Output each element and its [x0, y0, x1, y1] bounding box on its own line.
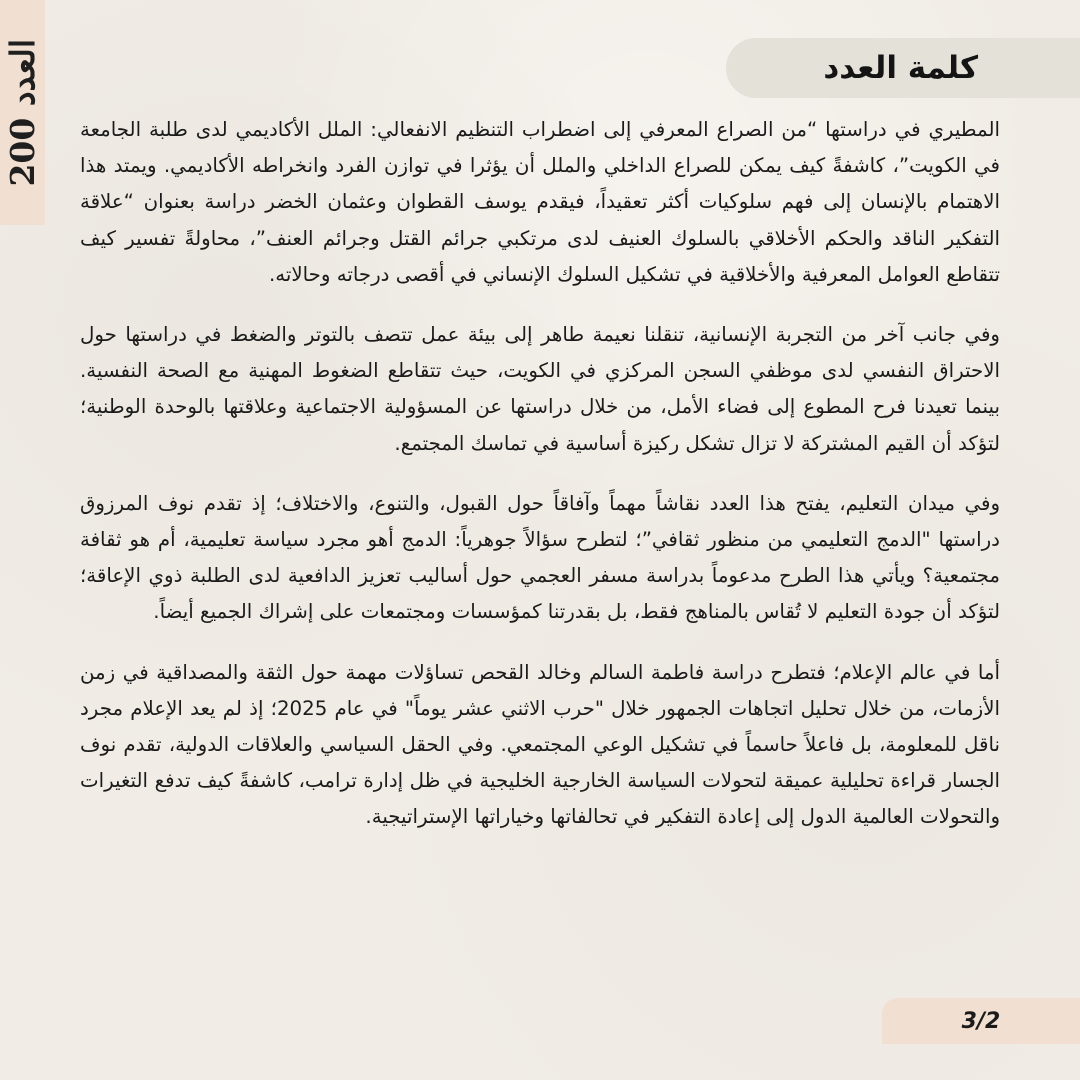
paragraph-1: المطيري في دراستها “من الصراع المعرفي إلى اضطراب التنظيم الانفعالي: الملل الأكاديمي لدى طلبة الجامعة في الكويت”، كاشفةً كيف يمكن للصراع الداخلي والملل أن يؤثرا في توازن الفرد وانخراطه الأكاديمي. ويمتد هذا الاهتمام بالإنسان إلى فهم سلوكيات أكثر تعقيداً، فيقدم يوسف القطوان وعثمان الخضر دراسة بعنوان “علاقة التفكير الناقد والحكم الأخلاقي بالسلوك العنيف لدى مرتكبي جرائم القتل وجرائم العنف”، محاولةً تفسير كيف تتقاطع العوامل المعرفية والأخلاقية في تشكيل السلوك الإنساني في أقصى درجاته وحالاته.	[80, 118, 1000, 286]
paragraph-3: وفي ميدان التعليم، يفتح هذا العدد نقاشاً مهماً وآفاقاً حول القبول، والتنوع، والاختلاف؛ إذ تقدم نوف المرزوق دراستها "الدمج التعليمي من منظور ثقافي”؛ لتطرح سؤالاً جوهرياً: الدمج أهو مجرد سياسة تعليمية، أم هو ثقافة مجتمعية؟ ويأتي هذا الطرح مدعوماً بدراسة مسفر العجمي حول أساليب تعزيز الدافعية لدى الطلبة ذوي الإعاقة؛ لتؤكد أن جودة التعليم لا تُقاس بالمناهج فقط، بل بقدرتنا كمؤسسات ومجتمعات على إشراك الجميع أيضاً.	[80, 491, 1000, 624]
paragraph-4: أما في عالم الإعلام؛ فتطرح دراسة فاطمة السالم وخالد القحص تساؤلات مهمة حول الثقة والمصداقية في زمن الأزمات، من خلال تحليل اتجاهات الجمهور خلال "حرب الاثني عشر يوماً" في عام 2025؛ إذ لم يعد الإعلام مجرد ناقل للمعلومة، بل فاعلاً حاسماً في تشكيل الوعي المجتمعي. وفي الحقل السياسي والعلاقات الدولية، تقدم نوف الجسار قراءة تحليلية عميقة لتحولات السياسة الخارجية الخليجية في ظل إدارة ترامب، كاشفةً كيف تدفع التغيرات والتحولات العالمية الدول إلى إعادة التفكير في تحالفاتها وخياراتها الإستراتيجية.	[80, 660, 1000, 829]
article-body	[80, 112, 1000, 860]
issue-label: العدد 200	[3, 38, 42, 187]
issue-side-tab	[0, 0, 45, 225]
title-banner	[726, 38, 1080, 98]
page-title: كلمة العدد	[823, 50, 978, 86]
page-number-tab	[882, 998, 1080, 1044]
page-number: 3/2	[961, 1008, 1001, 1034]
paragraph-2: وفي جانب آخر من التجربة الإنسانية، تنقلنا نعيمة طاهر إلى بيئة عمل تتصف بالتوتر والضغط في دراستها حول الاحتراق النفسي لدى موظفي السجن المركزي في الكويت، حيث تتقاطع الضغوط المهنية مع الصحة النفسية. بينما تعيدنا فرح المطوع إلى فضاء الأمل، من خلال دراستها عن المسؤولية الاجتماعية وعلاقتها بالوحدة الوطنية؛ لتؤكد أن القيم المشتركة لا تزال تشكل ركيزة أساسية في تماسك المجتمع.	[80, 323, 1000, 455]
